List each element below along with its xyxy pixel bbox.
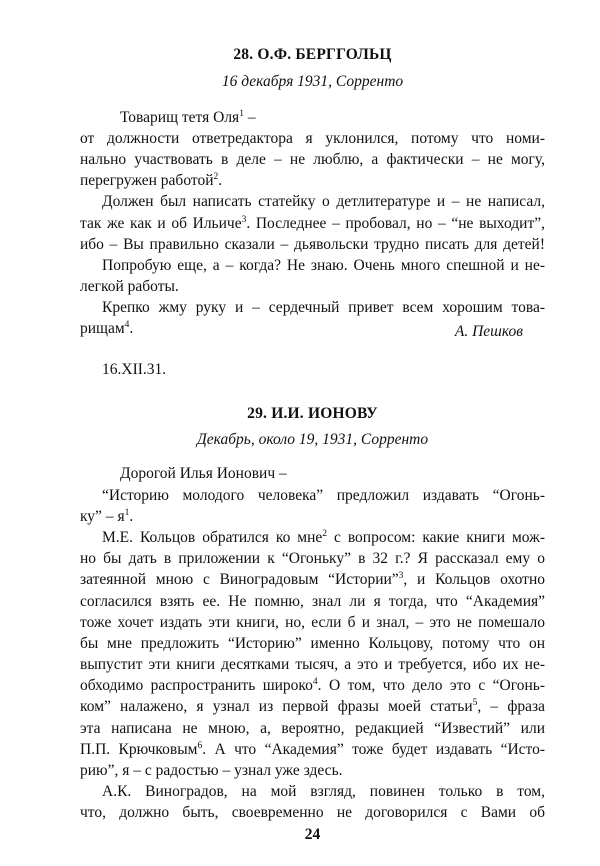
signature: А. Пешков [454,323,523,341]
text-line: Попробую еще, а – когда? Не знаю. Очень много спешной и не- [102,256,545,274]
text-line: так же как и об Ильиче$^3$. Последнее – пробовал, но – “не выходит”, [80,214,545,232]
letter-29-dateline: Декабрь, около 19, 1931, Сорренто [196,430,429,448]
footnote-marker: 3 [241,214,247,225]
text-line: что, должно быть, своевременно не договорился с Вами об [80,804,545,822]
footnote-marker: 1 [239,108,244,119]
footnote-marker: 1 [124,507,130,518]
letter-29-greeting: Дорогой Илья Ионович – [120,464,287,482]
letter-28-dateline: 16 декабря 1931, Сорренто [221,72,404,90]
text-line: “Историю молодого человека” предложил издавать “Огонь- [102,486,545,504]
text-line: эта написана не мною, а, вероятно, редакцией “Известий” или [80,719,545,737]
text-line: затеянной мною с Виноградовым “Истории”$^3$, и Кольцов охотно [80,571,546,589]
text-line: ку” – $я^1$. [80,507,134,525]
text-line: легкой работы. [80,278,179,295]
text-line: ком” налажено, я узнал из первой фразы моей статьи$^5$, – фраза [80,698,545,716]
text-line: согласился взять ее. Не помню, знал ли я тогда, что “Академия” [80,592,545,610]
letter-29-heading: 29. И.И. ИОНОВУ [247,404,378,422]
text-line: тоже хочет издать эти книги, но, если б и знал, – это не помешало [80,613,545,631]
footnote-marker: 2 [213,172,219,183]
text-line: ибо – Вы правильно сказали – дьявольски трудно писать для детей! [80,235,545,253]
text-line: перегружен работой$^2$. [80,172,223,190]
text-line: П.П. Крючковым$^6$. А что “Академия” тоже будет издавать “Исто- [80,740,546,758]
text-line: но бы дать в приложении к “Огоньку” в 32 г.? Я рассказал ему о [80,550,545,568]
footnote-marker: 3 [398,571,404,582]
footnote-marker: 4 [312,677,318,688]
text-line: выпустит эти книги десятками тысяч, а это и требуется, ибо их не- [80,656,545,674]
text-line: обходимо распространить широко$^4$. О том, что дело это с “Огонь- [80,677,545,695]
letter-date: 16.XII.31. [102,360,167,378]
book-page [80,0,545,866]
text-line: А.К. Виноградов, на мой взгляд, повинен только в том, [102,783,545,801]
footnote-marker: 4 [124,320,130,331]
footnote-marker: 2 [322,529,328,539]
text-line: Должен был написать статейку о детлитературе и – не написал, [102,193,545,211]
page-number: 24 [304,826,321,844]
footnote-marker: 6 [197,740,203,751]
letter-28-heading: 28. О.Ф. БЕРГГОЛЬЦ [233,46,392,63]
text-line: М.Е. Кольцов обратился ко мне$^2$ с вопросом: какие книги мож- [102,529,546,547]
text-line: бы мне предложить “Историю” именно Кольцову, потому что он [80,634,545,652]
text-line: Крепко жму руку и – сердечный привет всем хорошим това- [102,299,545,317]
text-line: нально участвовать в деле – не люблю, а фактически – не могу, [80,151,545,169]
text-line: от должности ответредактора я уклонился, потому что номи- [80,129,545,147]
text-line: рищам$^4$. [80,320,134,338]
letter-28-greeting: Товарищ тетя Оля$^1$ – [120,108,256,126]
text-line: рию”, я – с радостью – узнал уже здесь. [80,761,343,779]
footnote-marker: 5 [472,698,478,709]
